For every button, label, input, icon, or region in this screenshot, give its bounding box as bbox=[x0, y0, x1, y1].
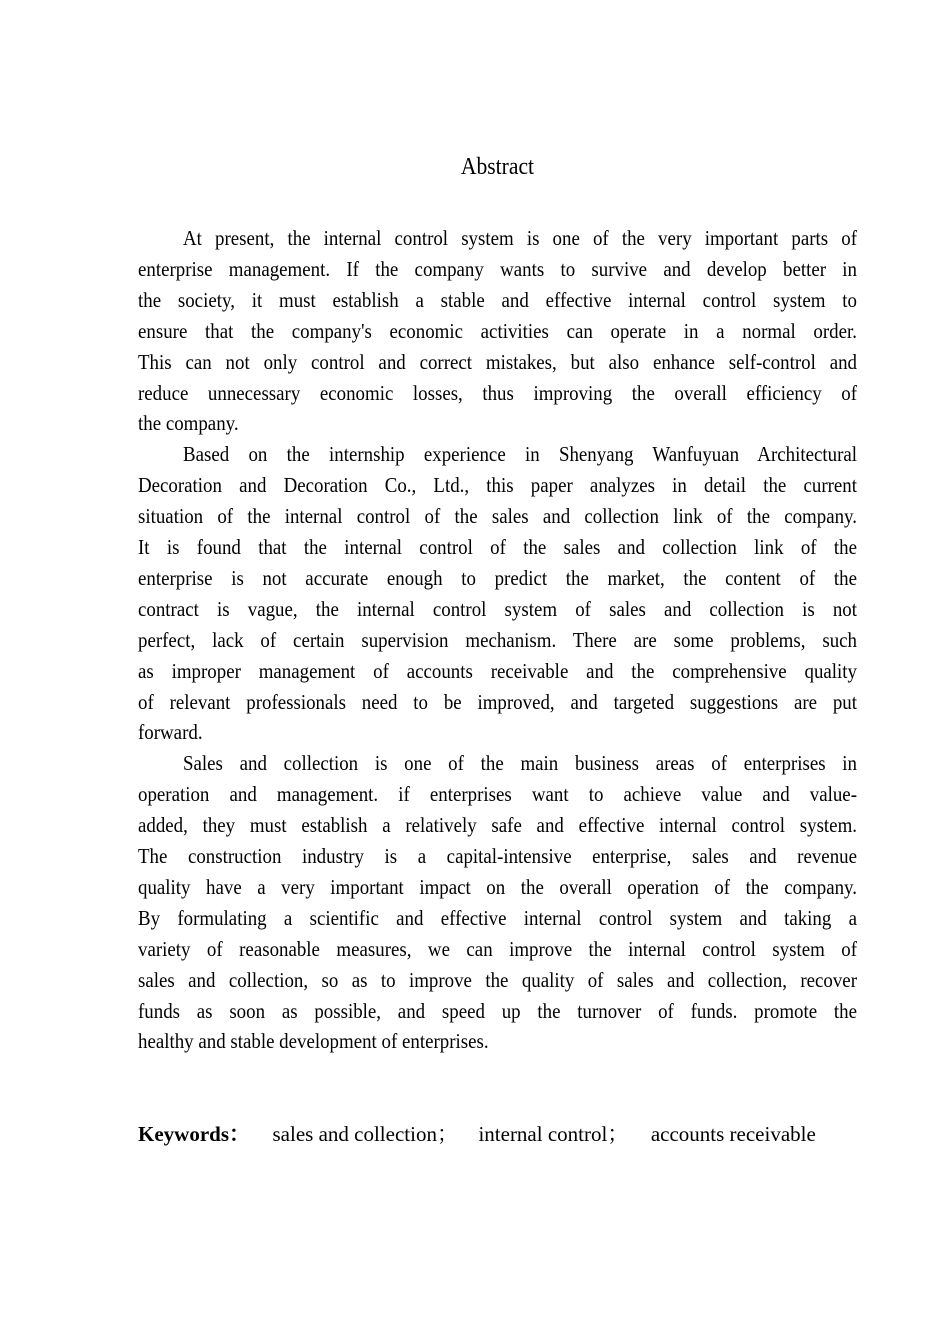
paragraph-line: perfect, lack of certain supervision mechanism. There are some problems, such bbox=[138, 627, 858, 652]
paragraph-line: reduce unnecessary economic losses, thus improving the overall efficiency of bbox=[138, 380, 858, 405]
paragraph-line: of relevant professionals need to be improved, and targeted suggestions are put bbox=[138, 689, 858, 714]
paragraph-line: funds as soon as possible, and speed up the turnover of funds. promote the bbox=[138, 998, 858, 1023]
paragraph-line: Based on the internship experience in Shenyang Wanfuyuan Architectural bbox=[183, 442, 858, 467]
paragraph-line: enterprise management. If the company wants to survive and develop better in bbox=[138, 256, 858, 281]
paragraph-line: ensure that the company's economic activities can operate in a normal order. bbox=[138, 318, 858, 343]
paragraph-line: contract is vague, the internal control system of sales and collection is not bbox=[138, 596, 858, 621]
paragraph-line: operation and management. if enterprises want to achieve value and value- bbox=[138, 782, 858, 807]
paragraph-line: the company. bbox=[138, 411, 239, 436]
paragraph-line: Sales and collection is one of the main business areas of enterprises in bbox=[183, 751, 858, 776]
paragraph-line: as improper management of accounts receivable and the comprehensive quality bbox=[138, 658, 858, 683]
paragraph-line: situation of the internal control of the sales and collection link of the company. bbox=[138, 504, 858, 529]
paragraph-line: By formulating a scientific and effective internal control system and taking a bbox=[138, 905, 858, 930]
paragraph-line: quality have a very important impact on the overall operation of the company. bbox=[138, 874, 858, 899]
paragraph-line: added, they must establish a relatively safe and effective internal control system. bbox=[138, 813, 858, 838]
paragraph-line: The construction industry is a capital-intensive enterprise, sales and revenue bbox=[138, 844, 858, 868]
abstract-title: Abstract bbox=[460, 154, 535, 180]
keyword-item: accounts receivable bbox=[650, 1122, 816, 1146]
paragraph-line: healthy and stable development of enterprises. bbox=[138, 1029, 489, 1054]
paragraph-line: At present, the internal control system is one of the very important parts of bbox=[183, 226, 858, 250]
paragraph-line: forward. bbox=[138, 720, 203, 745]
keywords-label: Keywords： bbox=[138, 1122, 250, 1146]
paragraph-line: Decoration and Decoration Co., Ltd., this paper analyzes in detail the current bbox=[138, 473, 858, 498]
keywords-line bbox=[138, 1119, 816, 1150]
paragraph-line: This can not only control and correct mistakes, but also enhance self-control and bbox=[138, 349, 858, 374]
paragraph-line: variety of reasonable measures, we can improve the internal control system of bbox=[138, 936, 858, 961]
keyword-item: internal control； bbox=[478, 1122, 629, 1146]
paragraph-line: enterprise is not accurate enough to predict the market, the content of the bbox=[138, 565, 857, 590]
paragraph-line: It is found that the internal control of the sales and collection link of the bbox=[138, 535, 857, 559]
paragraph-line: the society, it must establish a stable and effective internal control system to bbox=[138, 287, 858, 312]
paragraph-line: sales and collection, so as to improve the quality of sales and collection, recover bbox=[138, 967, 858, 992]
keyword-item: sales and collection； bbox=[272, 1122, 458, 1146]
